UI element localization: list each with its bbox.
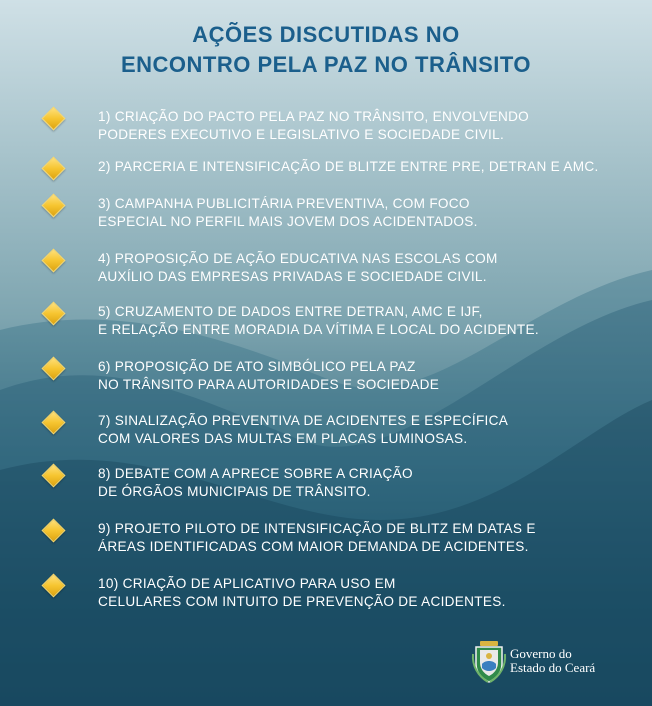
item-line-1: 10) CRIAÇÃO DE APLICATIVO PARA USO EM (98, 576, 396, 591)
diamond-bullet-icon (41, 518, 65, 542)
logo-text (510, 647, 595, 675)
diamond-bullet-icon (41, 410, 65, 434)
title-line-2: ENCONTRO PELA PAZ NO TRÂNSITO (120, 52, 532, 77)
logo-line-1: Governo do (510, 646, 572, 661)
diamond-bullet-icon (41, 301, 65, 325)
item-line-2: PODERES EXECUTIVO E LEGISLATIVO E SOCIEDADE CIVIL. (98, 127, 505, 142)
item-line-1: 6) PROPOSIÇÃO DE ATO SIMBÓLICO PELA PAZ (98, 359, 416, 374)
diamond-bullet-icon (41, 573, 65, 597)
item-line-1: 8) DEBATE COM A APRECE SOBRE A CRIAÇÃO (98, 466, 413, 481)
item-line-2: E RELAÇÃO ENTRE MORADIA DA VÍTIMA E LOCAL DO ACIDENTE. (98, 322, 539, 337)
item-line-2: ÁREAS IDENTIFICADAS COM MAIOR DEMANDA DE ACIDENTES. (98, 539, 529, 554)
item-line-1: 2) PARCERIA E INTENSIFICAÇÃO DE BLITZE ENTRE PRE, DETRAN E AMC. (98, 159, 599, 174)
diamond-bullet-icon (41, 193, 65, 217)
logo-line-2: Estado do Ceará (510, 660, 596, 675)
item-line-1: 5) CRUZAMENTO DE DADOS ENTRE DETRAN, AMC E IJF, (98, 304, 483, 319)
diamond-bullet-icon (41, 356, 65, 380)
item-line-1: 7) SINALIZAÇÃO PREVENTIVA DE ACIDENTES E ESPECÍFICA (98, 413, 509, 428)
item-line-1: 1) CRIAÇÃO DO PACTO PELA PAZ NO TRÂNSITO, ENVOLVENDO (98, 109, 530, 124)
diamond-bullet-icon (41, 248, 65, 272)
item-line-1: 3) CAMPANHA PUBLICITÁRIA PREVENTIVA, COM FOCO (98, 196, 470, 211)
item-line-2: DE ÓRGÃOS MUNICIPAIS DE TRÂNSITO. (98, 484, 371, 499)
item-line-2: COM VALORES DAS MULTAS EM PLACAS LUMINOSAS. (98, 431, 468, 446)
ceara-coat-of-arms-icon (470, 640, 508, 684)
item-line-2: ESPECIAL NO PERFIL MAIS JOVEM DOS ACIDENTADOS. (98, 214, 478, 229)
title-line-1: AÇÕES DISCUTIDAS NO (192, 22, 460, 47)
diamond-bullet-icon (41, 106, 65, 130)
item-line-1: 4) PROPOSIÇÃO DE AÇÃO EDUCATIVA NAS ESCOLAS COM (98, 251, 498, 266)
diamond-bullet-icon (41, 156, 65, 180)
government-logo (470, 640, 630, 684)
item-line-2: AUXÍLIO DAS EMPRESAS PRIVADAS E SOCIEDADE CIVIL. (98, 269, 487, 284)
item-line-1: 9) PROJETO PILOTO DE INTENSIFICAÇÃO DE BLITZ EM DATAS E (98, 521, 536, 536)
item-line-2: CELULARES COM INTUITO DE PREVENÇÃO DE ACIDENTES. (98, 594, 506, 609)
item-line-2: NO TRÂNSITO PARA AUTORIDADES E SOCIEDADE (98, 377, 440, 392)
diamond-bullet-icon (41, 463, 65, 487)
